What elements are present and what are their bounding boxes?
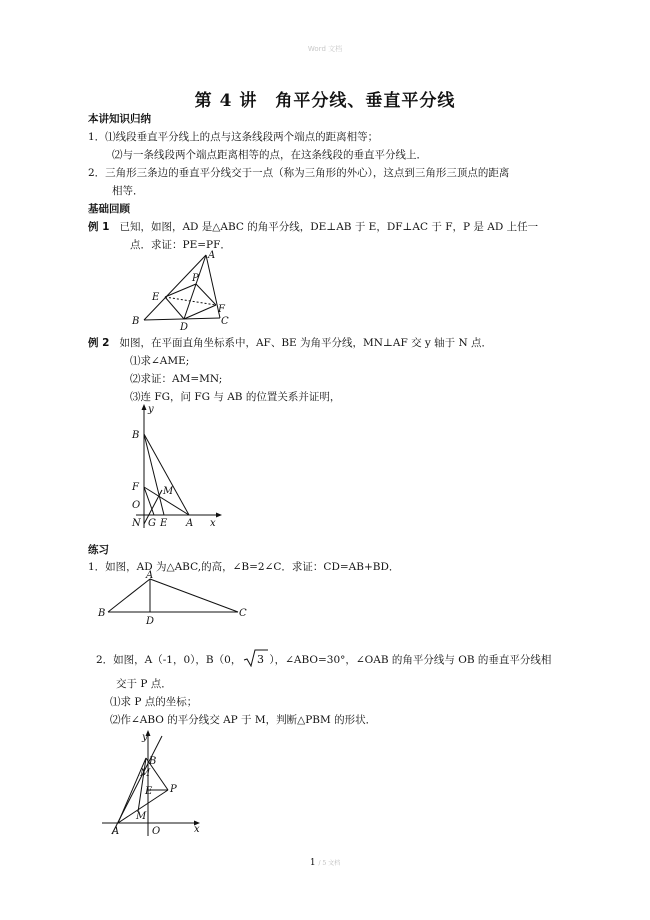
practice-1-point-a: A [146, 570, 154, 581]
practice-2-point-m-upper: M [140, 768, 151, 779]
practice-heading: 练习 [88, 544, 109, 556]
practice-2-q1: ⑴求 P 点的坐标； [110, 696, 198, 708]
watermark: Word 文档 [307, 45, 343, 53]
example-1-point-f: F [218, 304, 225, 315]
example-2-figure [126, 402, 226, 530]
example-2-point-a: A [186, 518, 194, 529]
knowledge-heading: 本讲知识归纳 [88, 113, 151, 125]
example-1-point-d: D [180, 322, 189, 332]
example-1-point-c: C [221, 316, 229, 327]
practice-2-line-1: 2．如图，A（-1，0），B（0， ），∠ABO=30°，∠OAB 的角平分线与 OB 的垂直平分线相 [96, 654, 552, 666]
example-2-point-b: B [132, 430, 140, 441]
page-footer [0, 858, 650, 868]
example-2-point-f: F [132, 482, 139, 493]
knowledge-item-2-2: 相等． [112, 185, 144, 197]
example-1-line-2: 点．求证：PE=PF． [130, 239, 231, 251]
practice-2-point-b: B [149, 756, 157, 767]
example-2-q2: ⑵求证：AM=MN; [130, 373, 223, 385]
practice-2-point-m: M [136, 811, 147, 822]
practice-2-figure [98, 728, 208, 836]
example-1-figure [128, 248, 240, 332]
sqrt-symbol [243, 649, 269, 667]
knowledge-item-1-1: 1．⑴线段垂直平分线上的点与这条线段两个端点的距离相等； [88, 131, 379, 143]
practice-2-point-a: A [112, 826, 120, 836]
practice-2-axis-x: x [194, 824, 200, 835]
example-1-line-1: 例 1 已知，如图，AD 是△ABC 的角平分线，DE⊥AB 于 E，DF⊥AC 于 F，P 是 AD 上任一 [88, 221, 539, 233]
page-footer-suffix: / 5 文档 [318, 860, 341, 867]
practice-2-q2: ⑵作∠ABO 的平分线交 AP 于 M，判断△PBM 的形状． [110, 714, 377, 726]
example-2-axis-x: x [210, 518, 216, 529]
knowledge-item-1-2: ⑵与一条线段两个端点距离相等的点，在这条线段的垂直平分线上． [112, 149, 427, 161]
practice-1-point-d: D [146, 616, 155, 626]
example-2-point-n: N [132, 518, 141, 529]
practice-2-point-e: E [145, 786, 153, 797]
page-number: 1 [309, 858, 316, 868]
sqrt-value: 3 [257, 653, 264, 666]
example-2-axis-y: y [148, 404, 154, 415]
practice-1-point-b: B [98, 608, 106, 619]
practice-2-point-p: P [170, 784, 177, 795]
example-1-point-b: B [132, 316, 140, 327]
practice-1-point-c: C [239, 608, 247, 619]
practice-1-text: 1．如图，AD 为△ABC,的高，∠B=2∠C．求证：CD=AB+BD． [88, 561, 400, 573]
example-2-point-e: E [160, 518, 168, 529]
example-1-point-p: P [192, 273, 199, 284]
practice-2-axis-y: y [142, 732, 148, 743]
example-2-point-m: M [163, 486, 174, 497]
example-2-q3: ⑶连 FG，问 FG 与 AB 的位置关系并证明， [130, 391, 341, 403]
practice-1-figure [96, 570, 254, 626]
example-2-q1: ⑴求∠AME; [130, 355, 190, 367]
practice-2-line-2: 交于 P 点． [116, 678, 172, 690]
example-2-line-1: 例 2 如图，在平面直角坐标系中，AF、BE 为角平分线，MN⊥AF 交 y 轴于 N 点． [88, 337, 493, 349]
example-1-label: 例 1 [88, 221, 110, 233]
example-2-point-o: O [132, 500, 141, 511]
review-heading: 基础回顾 [88, 203, 130, 215]
example-2-label: 例 2 [88, 337, 110, 349]
knowledge-item-2-1: 2．三角形三条边的垂直平分线交于一点（称为三角形的外心），这点到三角形三顶点的距离 [88, 167, 510, 179]
page-title: 第 4 讲 角平分线、垂直平分线 [194, 91, 456, 111]
practice-2-point-o: O [152, 826, 161, 836]
example-2-point-g: G [148, 518, 156, 529]
example-1-point-a: A [208, 250, 216, 261]
example-1-point-e: E [152, 292, 160, 303]
